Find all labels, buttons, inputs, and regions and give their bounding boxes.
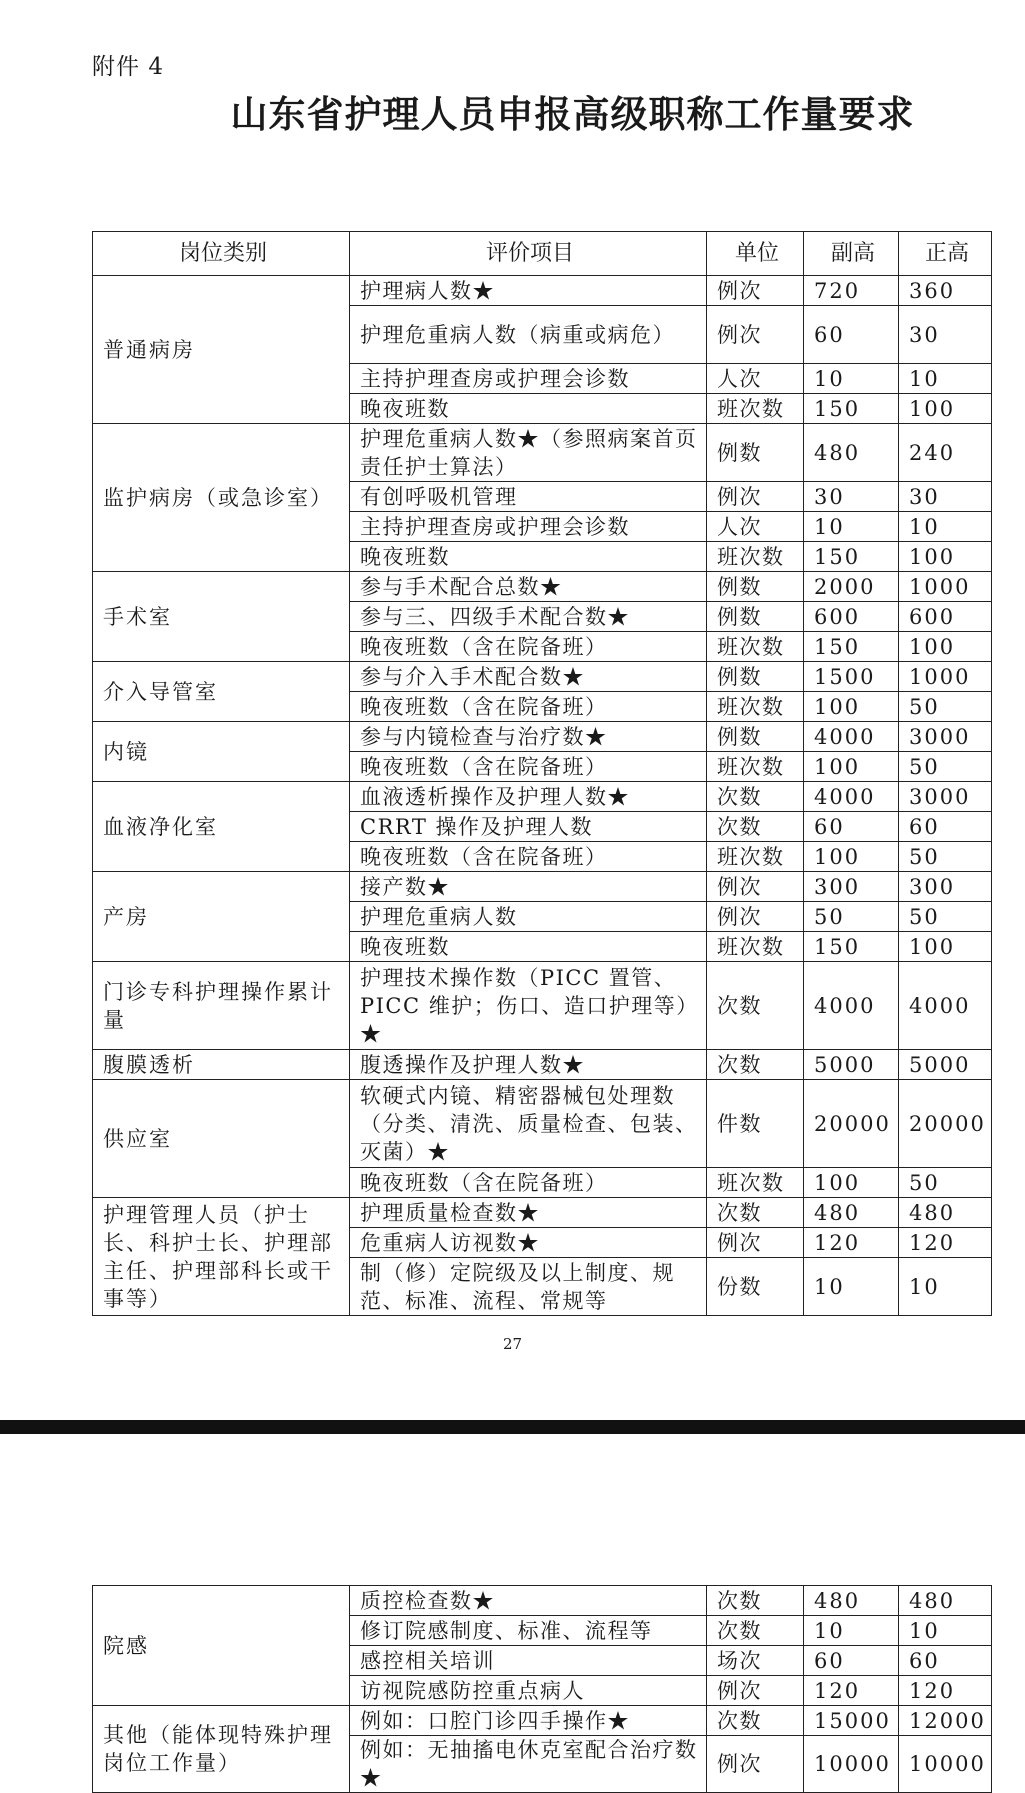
unit-cell: 班次数 bbox=[707, 1168, 804, 1198]
deputy-value: 60 bbox=[804, 1646, 899, 1676]
table-row bbox=[93, 1706, 992, 1736]
item-cell: 护理病人数★ bbox=[350, 276, 707, 306]
attachment-label bbox=[92, 48, 164, 81]
deputy-value: 5000 bbox=[804, 1050, 899, 1080]
item-cell: 晚夜班数 bbox=[350, 542, 707, 572]
category-cell: 产房 bbox=[93, 872, 350, 962]
deputy-value: 2000 bbox=[804, 572, 899, 602]
deputy-value: 10000 bbox=[804, 1736, 899, 1793]
deputy-value: 20000 bbox=[804, 1080, 899, 1168]
unit-cell: 例次 bbox=[707, 482, 804, 512]
unit-cell: 班次数 bbox=[707, 752, 804, 782]
deputy-value: 10 bbox=[804, 1616, 899, 1646]
deputy-value: 4000 bbox=[804, 722, 899, 752]
item-cell: 接产数★ bbox=[350, 872, 707, 902]
item-cell: 感控相关培训 bbox=[350, 1646, 707, 1676]
senior-value: 120 bbox=[899, 1676, 992, 1706]
unit-cell: 次数 bbox=[707, 1706, 804, 1736]
deputy-value: 120 bbox=[804, 1228, 899, 1258]
unit-cell: 次数 bbox=[707, 1586, 804, 1616]
deputy-value: 600 bbox=[804, 602, 899, 632]
deputy-value: 1500 bbox=[804, 662, 899, 692]
unit-cell: 次数 bbox=[707, 1050, 804, 1080]
table-row bbox=[93, 572, 992, 602]
deputy-value: 10 bbox=[804, 512, 899, 542]
senior-value: 10 bbox=[899, 364, 992, 394]
header-unit: 单位 bbox=[707, 232, 804, 276]
unit-cell: 例次 bbox=[707, 276, 804, 306]
table-row bbox=[93, 782, 992, 812]
deputy-value: 100 bbox=[804, 842, 899, 872]
senior-value: 120 bbox=[899, 1228, 992, 1258]
item-cell: 质控检查数★ bbox=[350, 1586, 707, 1616]
unit-cell: 例数 bbox=[707, 602, 804, 632]
senior-value: 360 bbox=[899, 276, 992, 306]
category-cell: 门诊专科护理操作累计量 bbox=[93, 962, 350, 1050]
page-divider bbox=[0, 1420, 1025, 1434]
category-cell: 其他（能体现特殊护理岗位工作量） bbox=[93, 1706, 350, 1793]
deputy-value: 480 bbox=[804, 1198, 899, 1228]
deputy-value: 15000 bbox=[804, 1706, 899, 1736]
item-cell: 主持护理查房或护理会诊数 bbox=[350, 364, 707, 394]
unit-cell: 次数 bbox=[707, 1616, 804, 1646]
unit-cell: 次数 bbox=[707, 782, 804, 812]
unit-cell: 例数 bbox=[707, 722, 804, 752]
deputy-value: 4000 bbox=[804, 782, 899, 812]
unit-cell: 次数 bbox=[707, 812, 804, 842]
item-cell: 主持护理查房或护理会诊数 bbox=[350, 512, 707, 542]
category-cell: 手术室 bbox=[93, 572, 350, 662]
table-row bbox=[93, 1080, 992, 1168]
deputy-value: 150 bbox=[804, 932, 899, 962]
senior-value: 10000 bbox=[899, 1736, 992, 1793]
senior-value: 480 bbox=[899, 1586, 992, 1616]
item-cell: 晚夜班数（含在院备班） bbox=[350, 632, 707, 662]
table-header-row bbox=[93, 232, 992, 276]
header-item: 评价项目 bbox=[350, 232, 707, 276]
deputy-value: 150 bbox=[804, 632, 899, 662]
senior-value: 12000 bbox=[899, 1706, 992, 1736]
table-row bbox=[93, 1586, 992, 1616]
unit-cell: 人次 bbox=[707, 512, 804, 542]
senior-value: 10 bbox=[899, 1258, 992, 1316]
table-row bbox=[93, 662, 992, 692]
unit-cell: 班次数 bbox=[707, 692, 804, 722]
deputy-value: 60 bbox=[804, 812, 899, 842]
senior-value: 30 bbox=[899, 306, 992, 364]
unit-cell: 场次 bbox=[707, 1646, 804, 1676]
table-row bbox=[93, 1198, 992, 1228]
category-cell: 供应室 bbox=[93, 1080, 350, 1198]
unit-cell: 例次 bbox=[707, 872, 804, 902]
unit-cell: 例数 bbox=[707, 572, 804, 602]
workload-table-continued bbox=[92, 1585, 992, 1793]
category-cell: 内镜 bbox=[93, 722, 350, 782]
senior-value: 30 bbox=[899, 482, 992, 512]
item-cell: 晚夜班数（含在院备班） bbox=[350, 842, 707, 872]
item-cell: 例如：无抽搐电休克室配合治疗数★ bbox=[350, 1736, 707, 1793]
category-cell: 介入导管室 bbox=[93, 662, 350, 722]
table-row bbox=[93, 276, 992, 306]
unit-cell: 次数 bbox=[707, 962, 804, 1050]
deputy-value: 300 bbox=[804, 872, 899, 902]
senior-value: 480 bbox=[899, 1198, 992, 1228]
workload-table bbox=[92, 231, 992, 1316]
category-cell: 监护病房（或急诊室） bbox=[93, 424, 350, 572]
senior-value: 50 bbox=[899, 902, 992, 932]
page-number: 27 bbox=[502, 1335, 523, 1353]
item-cell: 护理质量检查数★ bbox=[350, 1198, 707, 1228]
unit-cell: 例次 bbox=[707, 306, 804, 364]
header-category: 岗位类别 bbox=[93, 232, 350, 276]
item-cell: 例如：口腔门诊四手操作★ bbox=[350, 1706, 707, 1736]
senior-value: 50 bbox=[899, 842, 992, 872]
item-cell: 血液透析操作及护理人数★ bbox=[350, 782, 707, 812]
category-cell: 血液净化室 bbox=[93, 782, 350, 872]
header-deputy: 副高 bbox=[804, 232, 899, 276]
senior-value: 1000 bbox=[899, 572, 992, 602]
item-cell: 护理危重病人数（病重或病危） bbox=[350, 306, 707, 364]
unit-cell: 份数 bbox=[707, 1258, 804, 1316]
item-cell: 访视院感防控重点病人 bbox=[350, 1676, 707, 1706]
deputy-value: 120 bbox=[804, 1676, 899, 1706]
item-cell: 有创呼吸机管理 bbox=[350, 482, 707, 512]
deputy-value: 720 bbox=[804, 276, 899, 306]
senior-value: 100 bbox=[899, 932, 992, 962]
item-cell: 护理危重病人数 bbox=[350, 902, 707, 932]
senior-value: 100 bbox=[899, 542, 992, 572]
senior-value: 300 bbox=[899, 872, 992, 902]
table-row bbox=[93, 872, 992, 902]
category-cell: 护理管理人员（护士长、科护士长、护理部主任、护理部科长或干事等） bbox=[93, 1198, 350, 1316]
senior-value: 600 bbox=[899, 602, 992, 632]
unit-cell: 例次 bbox=[707, 902, 804, 932]
item-cell: CRRT 操作及护理人数 bbox=[350, 812, 707, 842]
senior-value: 1000 bbox=[899, 662, 992, 692]
unit-cell: 班次数 bbox=[707, 842, 804, 872]
deputy-value: 50 bbox=[804, 902, 899, 932]
senior-value: 240 bbox=[899, 424, 992, 482]
deputy-value: 60 bbox=[804, 306, 899, 364]
table-body-continued bbox=[93, 1586, 992, 1793]
item-cell: 晚夜班数 bbox=[350, 932, 707, 962]
unit-cell: 次数 bbox=[707, 1198, 804, 1228]
deputy-value: 100 bbox=[804, 692, 899, 722]
deputy-value: 150 bbox=[804, 542, 899, 572]
item-cell: 参与介入手术配合数★ bbox=[350, 662, 707, 692]
deputy-value: 150 bbox=[804, 394, 899, 424]
item-cell: 参与内镜检查与治疗数★ bbox=[350, 722, 707, 752]
table-body bbox=[93, 276, 992, 1316]
unit-cell: 班次数 bbox=[707, 932, 804, 962]
attachment-number: 4 bbox=[148, 54, 164, 80]
deputy-value: 480 bbox=[804, 424, 899, 482]
item-cell: 危重病人访视数★ bbox=[350, 1228, 707, 1258]
deputy-value: 100 bbox=[804, 752, 899, 782]
unit-cell: 例数 bbox=[707, 662, 804, 692]
senior-value: 60 bbox=[899, 1646, 992, 1676]
item-cell: 制（修）定院级及以上制度、规范、标准、流程、常规等 bbox=[350, 1258, 707, 1316]
unit-cell: 班次数 bbox=[707, 632, 804, 662]
senior-value: 4000 bbox=[899, 962, 992, 1050]
senior-value: 100 bbox=[899, 394, 992, 424]
senior-value: 60 bbox=[899, 812, 992, 842]
senior-value: 100 bbox=[899, 632, 992, 662]
senior-value: 5000 bbox=[899, 1050, 992, 1080]
unit-cell: 班次数 bbox=[707, 394, 804, 424]
header-senior: 正高 bbox=[899, 232, 992, 276]
item-cell: 护理危重病人数★（参照病案首页责任护士算法） bbox=[350, 424, 707, 482]
senior-value: 3000 bbox=[899, 722, 992, 752]
senior-value: 10 bbox=[899, 1616, 992, 1646]
item-cell: 修订院感制度、标准、流程等 bbox=[350, 1616, 707, 1646]
document-title: 山东省护理人员申报高级职称工作量要求 bbox=[230, 92, 915, 136]
unit-cell: 例次 bbox=[707, 1736, 804, 1793]
deputy-value: 100 bbox=[804, 1168, 899, 1198]
item-cell: 晚夜班数（含在院备班） bbox=[350, 692, 707, 722]
category-cell: 腹膜透析 bbox=[93, 1050, 350, 1080]
category-cell: 普通病房 bbox=[93, 276, 350, 424]
senior-value: 10 bbox=[899, 512, 992, 542]
unit-cell: 例数 bbox=[707, 424, 804, 482]
table-row bbox=[93, 424, 992, 482]
item-cell: 护理技术操作数（PICC 置管、PICC 维护；伤口、造口护理等）★ bbox=[350, 962, 707, 1050]
table-row bbox=[93, 962, 992, 1050]
table-row bbox=[93, 1050, 992, 1080]
senior-value: 20000 bbox=[899, 1080, 992, 1168]
deputy-value: 480 bbox=[804, 1586, 899, 1616]
deputy-value: 10 bbox=[804, 364, 899, 394]
item-cell: 参与手术配合总数★ bbox=[350, 572, 707, 602]
senior-value: 50 bbox=[899, 752, 992, 782]
item-cell: 软硬式内镜、精密器械包处理数（分类、清洗、质量检查、包装、灭菌）★ bbox=[350, 1080, 707, 1168]
unit-cell: 件数 bbox=[707, 1080, 804, 1168]
senior-value: 50 bbox=[899, 692, 992, 722]
unit-cell: 例次 bbox=[707, 1676, 804, 1706]
unit-cell: 例次 bbox=[707, 1228, 804, 1258]
category-cell: 院感 bbox=[93, 1586, 350, 1706]
item-cell: 腹透操作及护理人数★ bbox=[350, 1050, 707, 1080]
item-cell: 参与三、四级手术配合数★ bbox=[350, 602, 707, 632]
deputy-value: 10 bbox=[804, 1258, 899, 1316]
senior-value: 3000 bbox=[899, 782, 992, 812]
senior-value: 50 bbox=[899, 1168, 992, 1198]
deputy-value: 4000 bbox=[804, 962, 899, 1050]
unit-cell: 班次数 bbox=[707, 542, 804, 572]
item-cell: 晚夜班数（含在院备班） bbox=[350, 752, 707, 782]
attachment-prefix: 附件 bbox=[92, 54, 140, 80]
item-cell: 晚夜班数（含在院备班） bbox=[350, 1168, 707, 1198]
unit-cell: 人次 bbox=[707, 364, 804, 394]
item-cell: 晚夜班数 bbox=[350, 394, 707, 424]
table-row bbox=[93, 722, 992, 752]
deputy-value: 30 bbox=[804, 482, 899, 512]
